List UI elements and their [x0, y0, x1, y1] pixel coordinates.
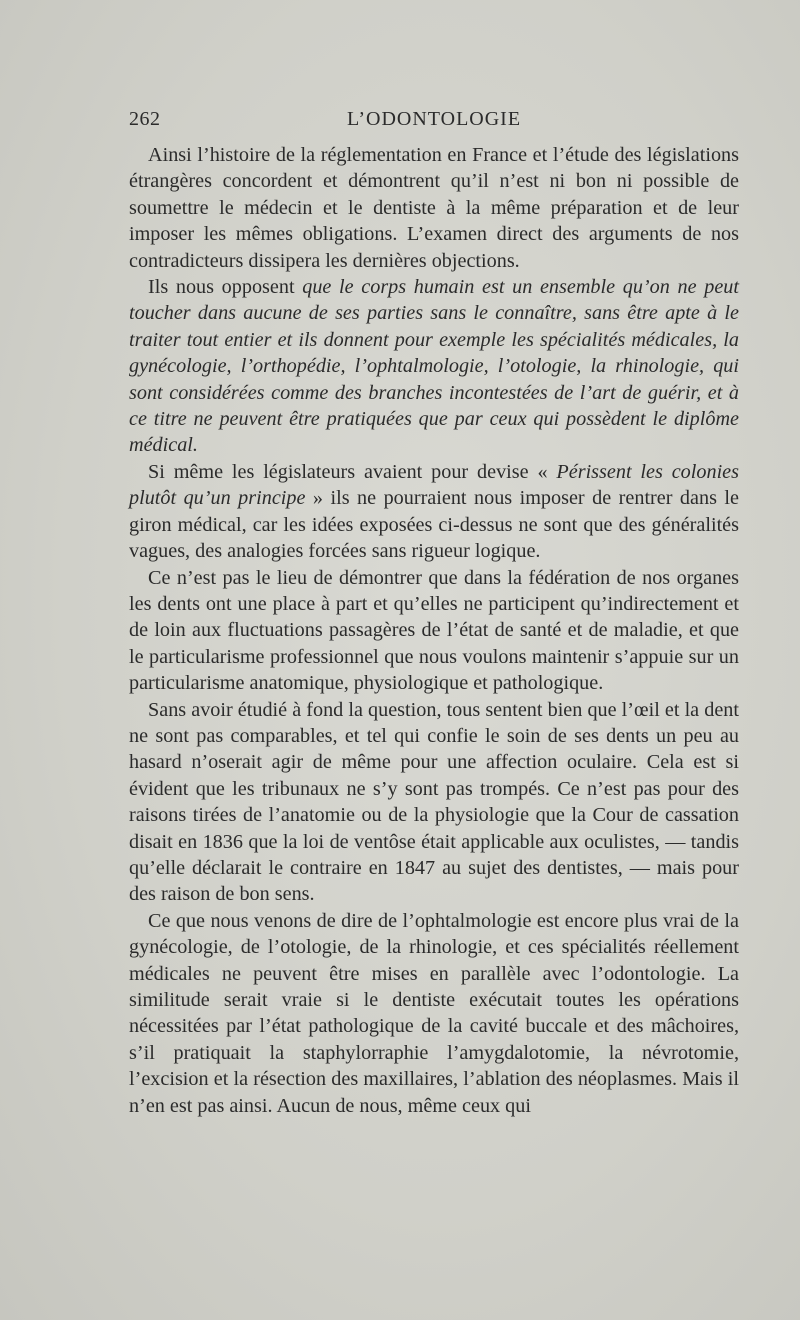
paragraph-3-lead: Si même les législateurs avaient pour devise «	[148, 460, 557, 483]
paragraph-1	[129, 142, 739, 274]
running-title: L’ODONTOLOGIE	[346, 108, 522, 130]
paragraph-3-trail: » ils ne pourraient nous imposer de rentrer dans le giron médical, car les idées exposées ci-dessus ne sont que des généralités vagues, des analogies forcées sans rigueur logique.	[129, 487, 739, 563]
paragraph-6	[129, 908, 739, 1119]
paragraph-2	[129, 274, 739, 459]
paragraph-2-italic: que le corps humain est un ensemble qu’on ne peut toucher dans aucune de ses parties sans le connaître, sans être apte à le traiter tout entier et ils donnent pour exemple les spécialités médicales, la gynécologie, l’orthopédie, l’ophtalmologie, l’otologie, la rhinologie, qui sont considérées comme des branches incontestées de l’art de guérir, et à ce titre ne peuvent être pratiquées que par ceux qui possèdent le diplôme médical.	[129, 276, 739, 457]
paragraph-4	[129, 565, 739, 697]
body-text	[129, 142, 739, 1119]
paragraph-3	[129, 459, 739, 565]
paragraph-3-italic: Périssent les colonies plutôt qu’un principe	[129, 460, 739, 510]
paragraph-5-text: Sans avoir étudié à fond la question, tous sentent bien que l’œil et la dent ne sont pas comparables, et tel qui confie le soin de ses dents un peu au hasard n’oserait agir de même pour une affection oculaire. Cela est si évident que les tribunaux ne s’y sont pas trompés. Ce n’est pas pour des raisons tirées de l’anatomie ou de la physiologie que la Cour de cassation disait en 1836 que la loi de ventôse était applicable aux oculistes, — tandis qu’elle déclarait le contraire en 1847 au sujet des dentistes, — mais pour des raison de bon sens.	[129, 698, 739, 906]
paragraph-4-text: Ce n’est pas le lieu de démontrer que dans la fédération de nos organes les dents ont une place à part et qu’elles ne participent qu’indirectement et de loin aux fluctuations passagères de l’état de santé et de maladie, et que le particularisme professionnel que nous voulons maintenir s’appuie sur un particularisme anatomique, physiologique et pathologique.	[129, 566, 739, 695]
paragraph-6-text: Ce que nous venons de dire de l’ophtalmologie est encore plus vrai de la gynécologie, de l’otologie, de la rhinologie, et ces spécialités réellement médicales ne peuvent être mises en parallèle avec l’odontologie. La similitude serait vraie si le dentiste exécutait toutes les opérations nécessitées par l’état pathologique de la cavité buccale et des mâchoires, s’il pratiquait la staphylorraphie l’amygdalotomie, la névrotomie, l’excision et la résection des maxillaires, l’ablation des néoplasmes. Mais il n’en est pas ainsi. Aucun de nous, même ceux qui	[129, 909, 739, 1117]
paragraph-1-text: Ainsi l’histoire de la réglementation en France et l’étude des législations étrangères concordent et démontrent qu’il n’est ni bon ni possible de soumettre le médecin et le dentiste à la même préparation et de leur imposer les mêmes obligations. L’examen direct des arguments de nos contradicteurs dissipera les dernières objections.	[129, 144, 739, 272]
page-number: 262	[129, 108, 161, 130]
page-header	[129, 108, 739, 138]
paragraph-2-lead: Ils nous opposent	[148, 276, 303, 299]
paragraph-5	[129, 697, 739, 908]
